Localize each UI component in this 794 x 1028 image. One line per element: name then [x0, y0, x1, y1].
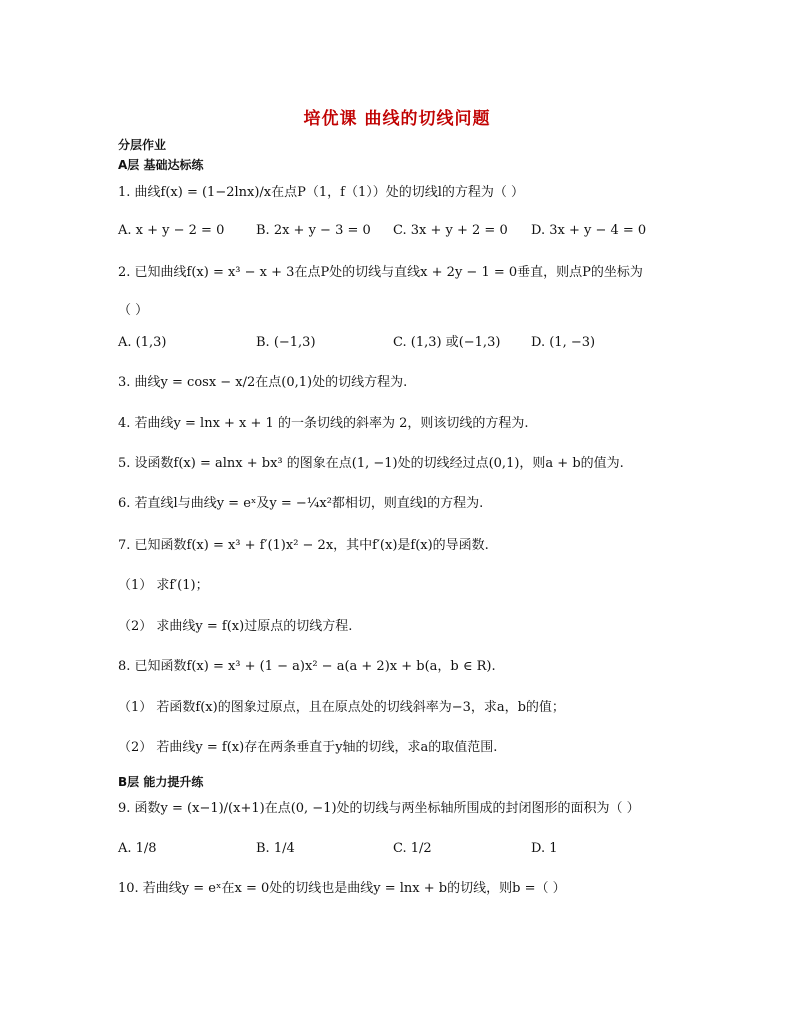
question-8: 8. 已知函数f(x) = x³ + (1 − a)x² − a(a + 2)x + b(a，b ∈ R).: [118, 659, 496, 674]
q1-option-d: D. 3x + y − 4 = 0: [531, 223, 647, 238]
question-10: 10. 若曲线y = eˣ在x = 0处的切线也是曲线y = lnx + b的切线，则b =（ ）: [118, 881, 566, 896]
question-2: 2. 已知曲线f(x) = x³ − x + 3在点P处的切线与直线x + 2y − 1 = 0垂直，则点P的坐标为: [118, 265, 643, 280]
question-5: 5. 设函数f(x) = alnx + bx³ 的图象在点(1, −1)处的切线经过点(0,1)，则a + b的值为.: [118, 456, 624, 471]
q9-option-c: C. 1/2: [393, 841, 432, 856]
q1-option-a: A. x + y − 2 = 0: [118, 223, 225, 238]
question-7-part-2: （2） 求曲线y = f(x)过原点的切线方程.: [118, 619, 353, 634]
question-6: 6. 若直线l与曲线y = eˣ及y = −¼x²都相切，则直线l的方程为.: [118, 496, 484, 511]
page-title: 培优课 曲线的切线问题: [303, 109, 491, 129]
q2-option-a: A. (1,3): [118, 335, 167, 350]
q2-option-b: B. (−1,3): [256, 335, 316, 350]
question-7-part-1: （1） 求f′(1)；: [118, 578, 209, 593]
level-b-heading: B层 能力提升练: [118, 775, 204, 789]
question-8-part-2: （2） 若曲线y = f(x)存在两条垂直于y轴的切线，求a的取值范围.: [118, 740, 498, 755]
level-a-heading: A层 基础达标练: [118, 158, 204, 172]
question-2-bracket: （ ）: [118, 303, 149, 318]
q2-option-c: C. (1,3) 或(−1,3): [393, 335, 501, 350]
question-4: 4. 若曲线y = lnx + x + 1 的一条切线的斜率为 2，则该切线的方程为.: [118, 416, 529, 431]
section-heading: 分层作业: [118, 138, 167, 152]
q1-option-c: C. 3x + y + 2 = 0: [393, 223, 508, 238]
question-1: 1. 曲线f(x) = (1−2lnx)/x在点P（1，f（1））处的切线l的方程为（ ）: [118, 185, 525, 200]
q9-option-b: B. 1/4: [256, 841, 295, 856]
q2-option-d: D. (1, −3): [531, 335, 596, 350]
question-7: 7. 已知函数f(x) = x³ + f′(1)x² − 2x，其中f′(x)是f(x)的导函数.: [118, 538, 489, 553]
q9-option-d: D. 1: [531, 841, 558, 856]
question-3: 3. 曲线y = cosx − x/2在点(0,1)处的切线方程为.: [118, 375, 408, 390]
q9-option-a: A. 1/8: [118, 841, 157, 856]
question-8-part-1: （1） 若函数f(x)的图象过原点，且在原点处的切线斜率为−3，求a，b的值；: [118, 700, 565, 715]
question-9: 9. 函数y = (x−1)/(x+1)在点(0, −1)处的切线与两坐标轴所围成的封闭图形的面积为（ ）: [118, 801, 640, 816]
q1-option-b: B. 2x + y − 3 = 0: [256, 223, 371, 238]
